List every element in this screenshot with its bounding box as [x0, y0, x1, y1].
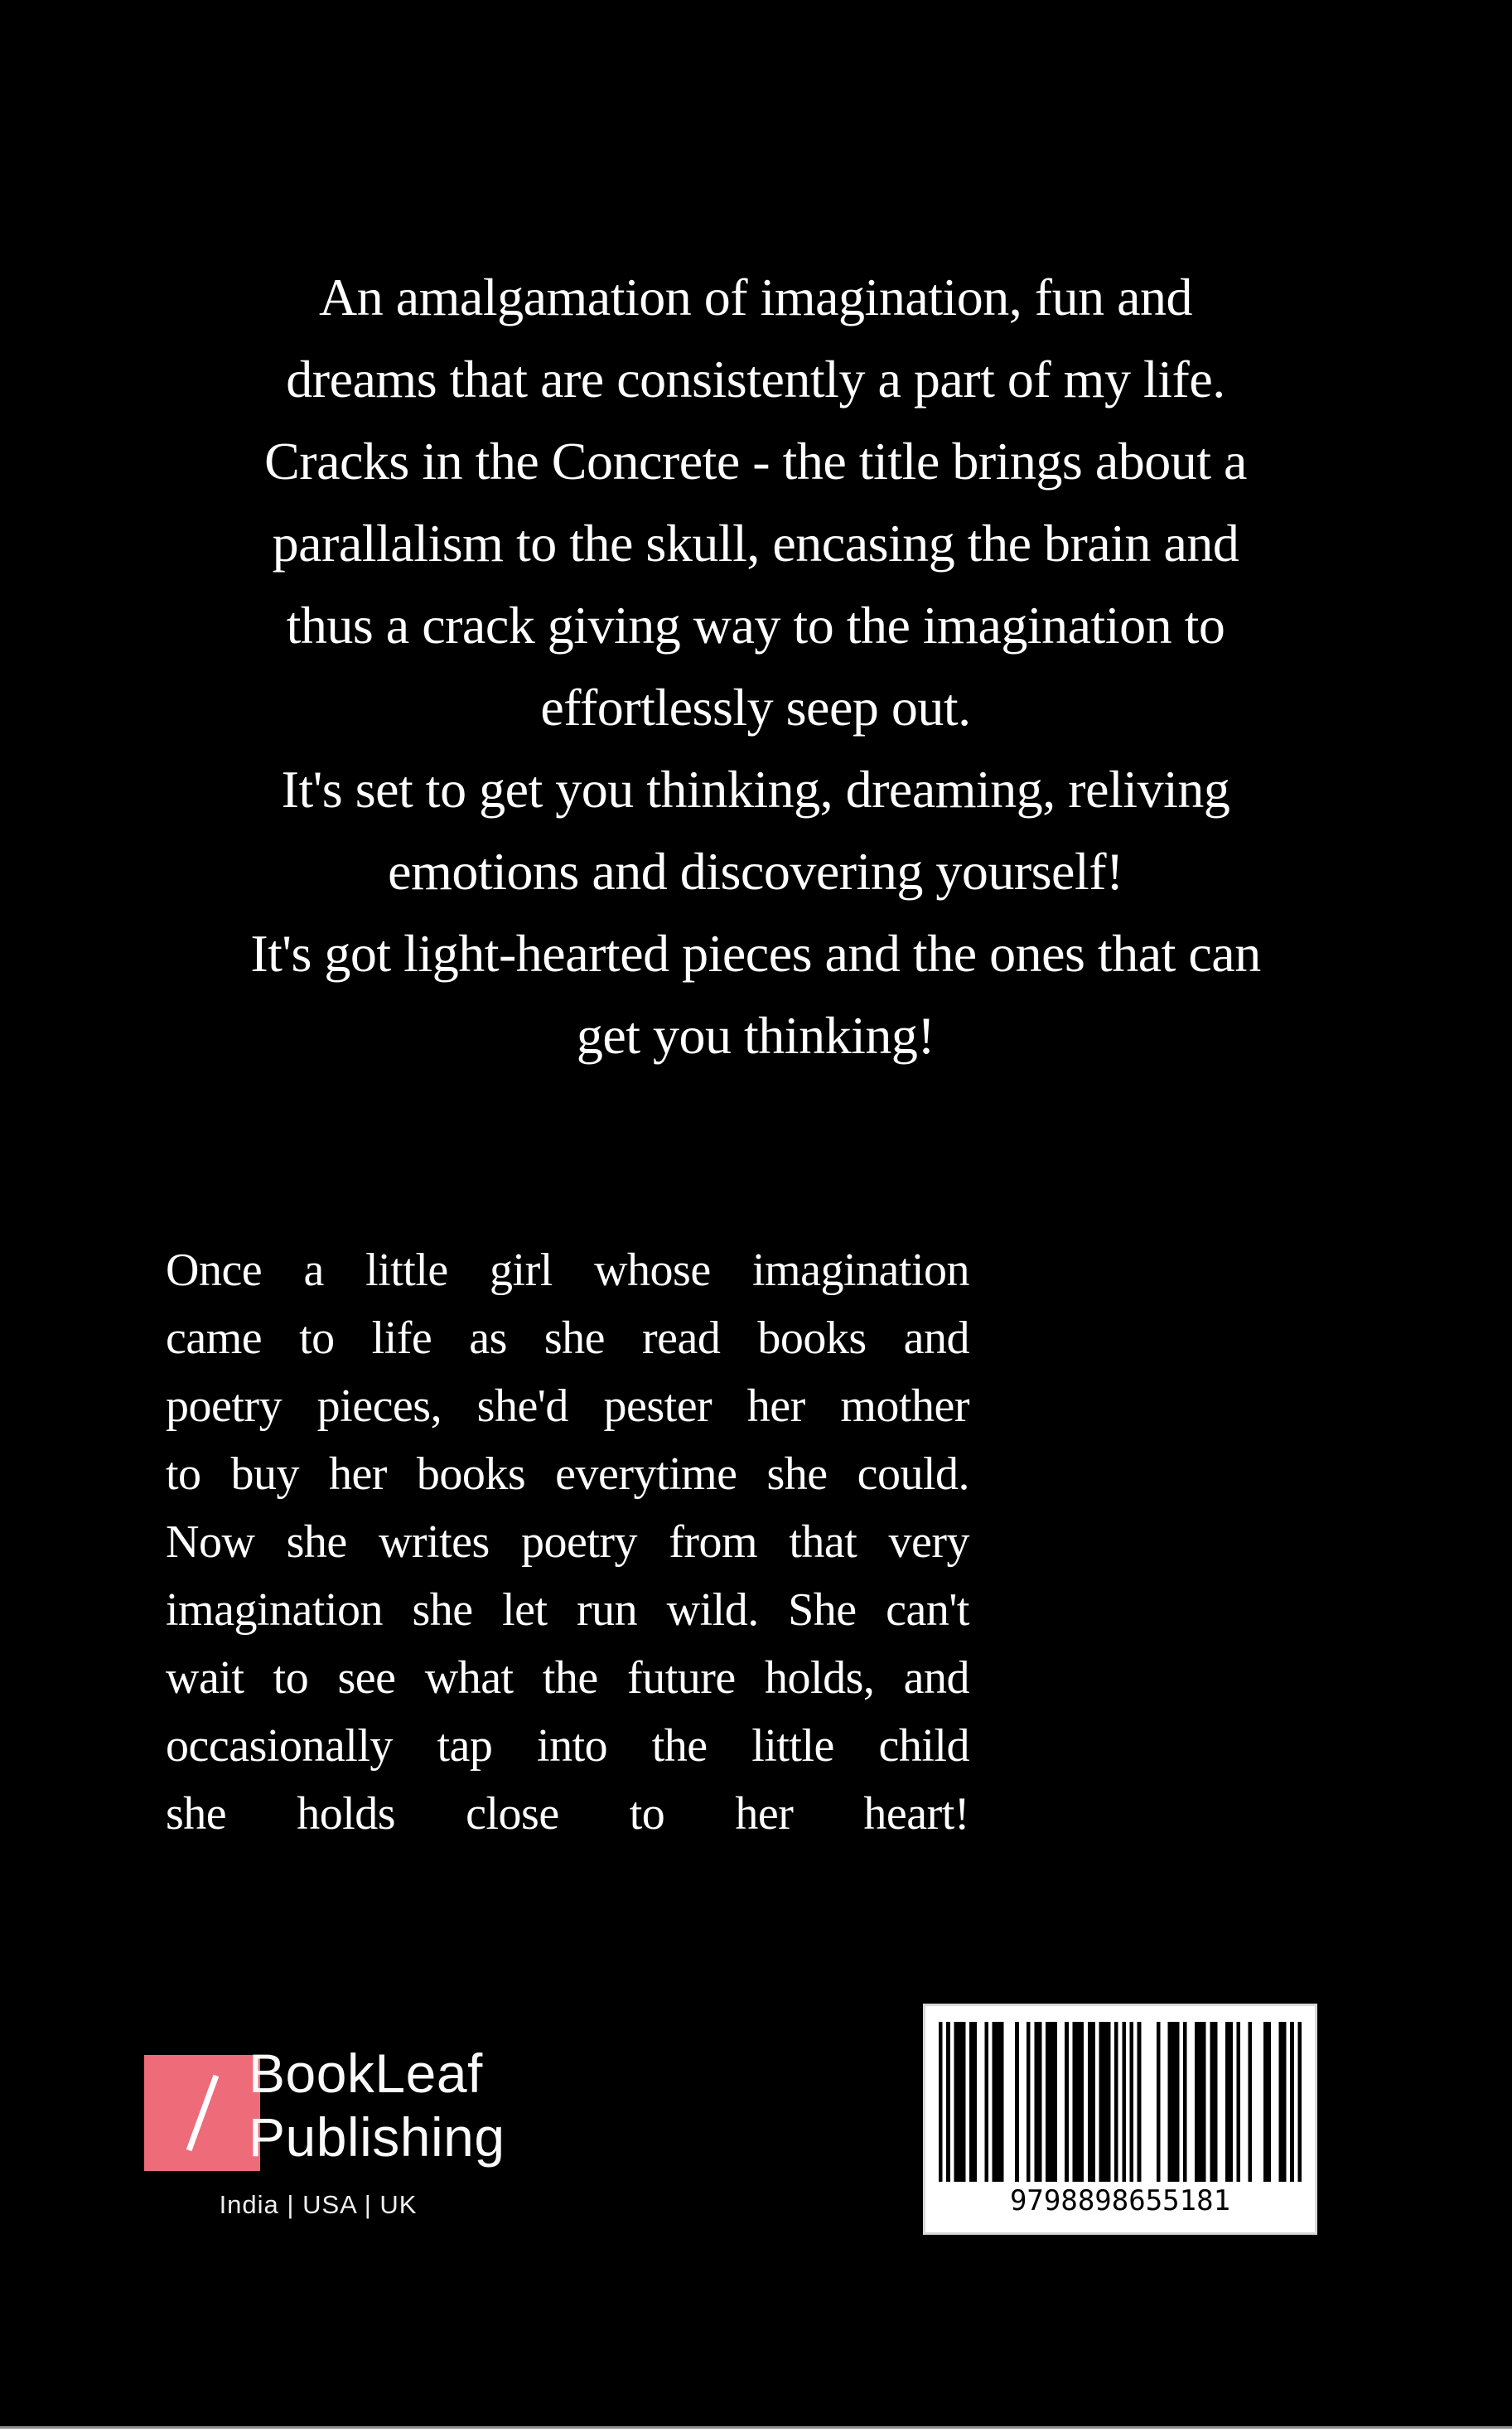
slash-icon	[186, 2075, 218, 2152]
text-line: Once a little girl whose imagination	[166, 1245, 969, 1296]
text-line: Cracks in the Concrete - the title brings about a	[264, 432, 1247, 491]
text-line: An amalgamation of imagination, fun and	[319, 268, 1192, 326]
text-line: wait to see what the future holds, and	[166, 1652, 969, 1704]
publisher-name-line2: Publishing	[249, 2106, 505, 2168]
publisher-name-line1: BookLeaf	[249, 2043, 483, 2104]
text-line: dreams that are consistently a part of my life.	[286, 350, 1225, 409]
publisher-name	[249, 2042, 505, 2169]
text-line: poetry pieces, she'd pester her mother	[166, 1380, 969, 1432]
text-line: It's got light-hearted pieces and the ones that can	[250, 924, 1261, 983]
text-line: emotions and discovering yourself!	[388, 842, 1123, 901]
text-line: to buy her books everytime she could.	[166, 1448, 969, 1500]
publisher-block	[144, 2043, 641, 2237]
text-line: get you thinking!	[576, 1006, 935, 1065]
text-line: Now she writes poetry from that very	[166, 1516, 969, 1568]
text-line: occasionally tap into the little child	[166, 1720, 969, 1772]
blurb-text	[10, 256, 1501, 1076]
barcode	[923, 2004, 1317, 2235]
author-bio-text	[166, 1236, 969, 1848]
text-line: thus a crack giving way to the imagination to	[286, 596, 1225, 655]
text-line: came to life as she read books and	[166, 1313, 969, 1364]
bottom-edge-strip	[0, 2426, 1512, 2432]
barcode-bars	[939, 2022, 1302, 2182]
text-line: It's set to get you thinking, dreaming, reliving	[281, 760, 1230, 819]
bookleaf-logo	[144, 2055, 260, 2171]
isbn-number: 9798898655181	[1009, 2184, 1231, 2217]
text-line: she holds close to her heart!	[166, 1788, 969, 1840]
publisher-regions: India | USA | UK	[219, 2190, 418, 2219]
text-line: imagination she let run wild. She can't	[166, 1584, 969, 1636]
text-line: parallalism to the skull, encasing the brain and	[272, 514, 1239, 573]
text-line: effortlessly seep out.	[540, 678, 971, 737]
